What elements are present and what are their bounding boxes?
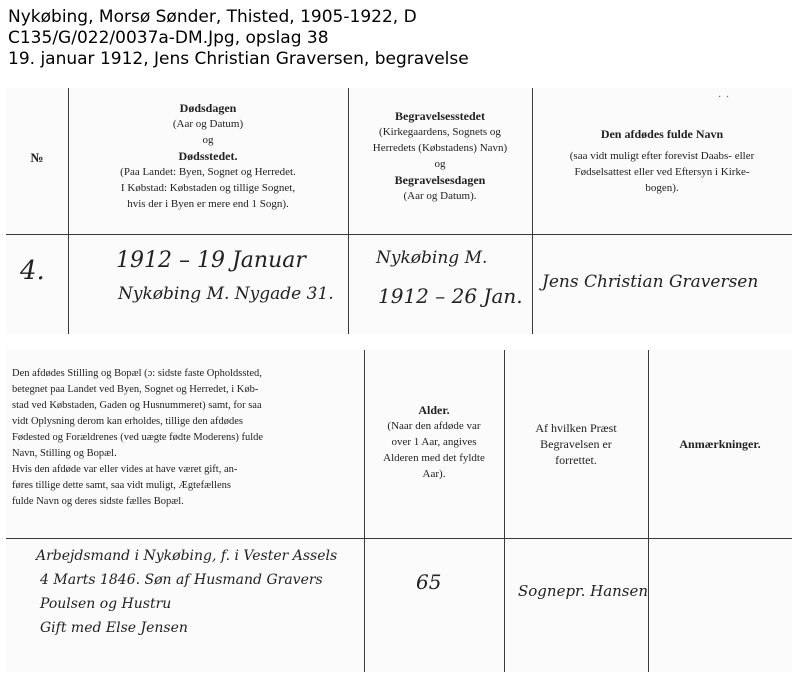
name-sub-1: (saa vidt muligt efter forevist Daabs- eller: [569, 150, 755, 162]
death-place-sub-2: I Købstad: Købstaden og tillige Sognet,: [120, 182, 296, 194]
entry-burial-date: 1912 – 26 Jan.: [378, 284, 523, 308]
name-sub-3: bogen).: [645, 182, 679, 194]
entry-occupation-line-1: Arbejdsmand i Nykøbing, f. i Vester Assels: [36, 548, 338, 564]
occupation-line-3: stad ved Købstaden, Gaden og Husnummeret) samt, for saa: [12, 400, 262, 411]
column-divider: [364, 350, 365, 672]
name-title: Den afdødes fulde Navn: [600, 127, 724, 141]
entry-priest: Sognepr. Hansen: [518, 582, 649, 600]
caption-line-1: Nykøbing, Morsø Sønder, Thisted, 1905-1922, D: [8, 7, 417, 27]
name-column-header: [536, 126, 788, 196]
occupation-line-2: betegnet paa Landet ved Byen, Sognet og Herredet, i Køb-: [12, 384, 259, 395]
column-divider: [504, 350, 505, 672]
caption-line-2: C135/G/022/0037a-DM.Jpg, opslag 38: [8, 28, 329, 48]
register-top-half: [6, 88, 792, 334]
entry-occupation-line-3: Poulsen og Hustru: [40, 596, 172, 612]
occupation-line-4: vidt Oplysning derom kan erholdes, tillige den afdødes: [12, 416, 243, 427]
entry-burial-place: Nykøbing M.: [376, 248, 488, 268]
burial-date-title: Begravelsesdagen: [394, 173, 486, 187]
age-sub-2: over 1 Aar, angives: [391, 436, 477, 448]
death-og: og: [202, 134, 214, 146]
age-sub-4: Aar).: [422, 468, 446, 480]
death-place-title: Dødsstedet.: [178, 149, 238, 163]
occupation-column-header: [12, 366, 358, 510]
priest-line-3: forrettet.: [555, 453, 597, 467]
priest-line-1: Af hvilken Præst: [535, 421, 617, 435]
age-title: Alder.: [418, 403, 450, 417]
register-bottom-half: [6, 350, 792, 672]
burial-og: og: [434, 158, 446, 170]
burial-column-header: [352, 108, 528, 204]
entry-number: 4.: [20, 256, 45, 286]
age-sub-1: (Naar den afdøde var: [387, 420, 481, 432]
number-column-header: №: [30, 150, 44, 165]
age-sub-3: Alderen med det fyldte: [383, 452, 485, 464]
caption-line-3: 19. januar 1912, Jens Christian Graversen, begravelse: [8, 49, 469, 69]
burial-place-sub-1: (Kirkegaardens, Sognets og: [379, 126, 501, 138]
occupation-line-9: fulde Navn og deres sidste fælles Bopæl.: [12, 496, 184, 507]
occupation-line-8: føres tillige dette samt, saa vidt muligt, Ægtefællens: [12, 480, 232, 491]
occupation-line-5: Fødested og Forældrenes (ved uægte fødte Moderens) fulde: [12, 432, 264, 443]
column-divider: [648, 350, 649, 672]
entry-death-place: Nykøbing M. Nygade 31.: [118, 284, 334, 304]
header-divider: [6, 234, 792, 235]
age-column-header: [368, 402, 500, 482]
column-divider: [532, 88, 533, 334]
occupation-line-1: Den afdødes Stilling og Bopæl (ɔ: sidste faste Opholdssted,: [12, 368, 262, 379]
burial-place-sub-2: Herredets (Købstadens) Navn): [372, 142, 508, 154]
priest-column-header: [508, 420, 644, 468]
entry-occupation-line-2: 4 Marts 1846. Søn af Husmand Gravers: [40, 572, 323, 588]
column-divider: [68, 88, 69, 334]
name-sub-2: Fødselsattest eller ved Eftersyn i Kirke-: [574, 166, 750, 178]
header-divider: [6, 538, 792, 539]
column-divider: [348, 88, 349, 334]
death-column-header: [72, 100, 344, 212]
occupation-line-7: Hvis den afdøde var eller vides at have været gift, an-: [12, 464, 238, 475]
remarks-column-header: [652, 436, 788, 452]
death-place-sub-1: (Paa Landet: Byen, Sognet og Herredet.: [120, 166, 296, 178]
page-mark: · ·: [718, 92, 731, 103]
occupation-line-6: Navn, Stilling og Bopæl.: [12, 448, 117, 459]
entry-death-date: 1912 – 19 Januar: [116, 248, 306, 273]
remarks-title: Anmærkninger.: [679, 437, 761, 451]
death-date-title: Dødsdagen: [179, 101, 237, 115]
death-place-sub-3: hvis der i Byen er mere end 1 Sogn).: [127, 198, 289, 210]
burial-date-sub: (Aar og Datum).: [403, 190, 477, 202]
entry-full-name: Jens Christian Graversen: [542, 272, 759, 292]
burial-place-title: Begravelsesstedet: [395, 109, 485, 123]
entry-age: 65: [416, 570, 442, 594]
priest-line-2: Begravelsen er: [540, 437, 612, 451]
death-date-sub: (Aar og Datum): [172, 118, 244, 130]
entry-occupation-line-4: Gift med Else Jensen: [40, 620, 188, 636]
image-caption: [8, 7, 608, 70]
